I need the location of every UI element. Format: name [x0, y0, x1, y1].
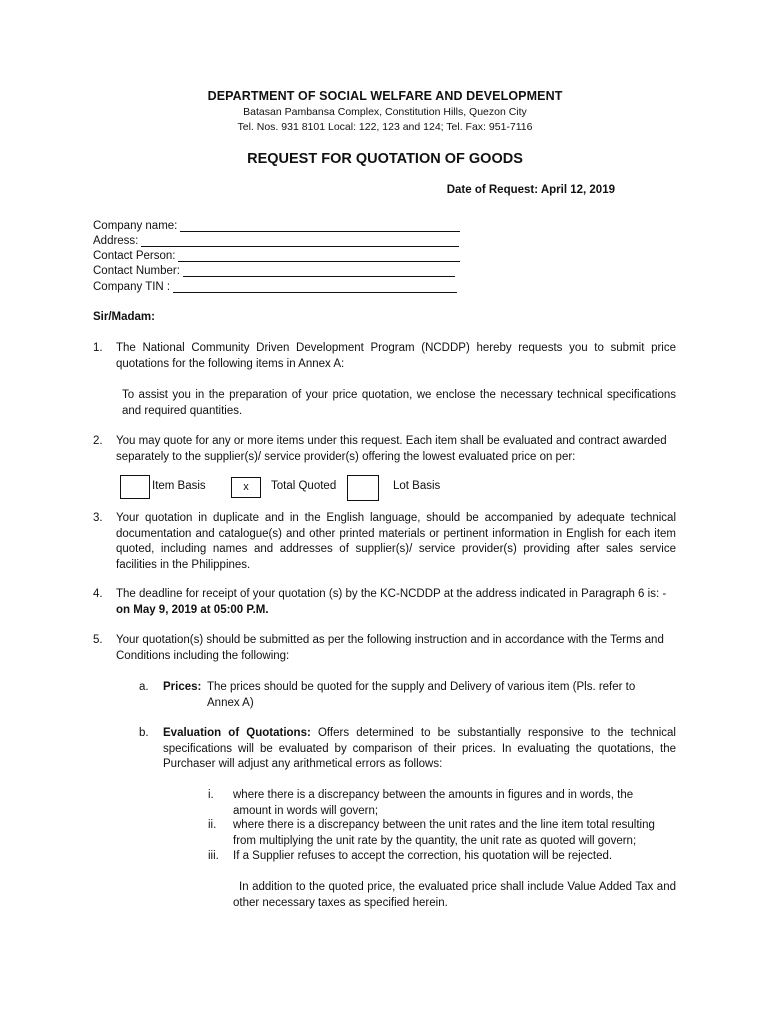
item-basis-checkbox[interactable]: [120, 475, 150, 499]
address-field[interactable]: [93, 232, 459, 247]
lot-basis-label: Lot Basis: [393, 480, 441, 492]
subitem-b-text: Offers determined to be substantially responsive to the technical specifications will be evaluated by comparison of their prices. In evaluating the quotations, the Purchaser will adjust any arithmetical errors as follows:: [163, 727, 676, 770]
company-name-line[interactable]: [180, 220, 460, 232]
address-line[interactable]: [141, 235, 459, 247]
roman-i-text: where there is a discrepancy between the amounts in figures and in words, the amount in words will govern;: [233, 789, 634, 817]
date-of-request: Date of Request: April 12, 2019: [446, 184, 615, 196]
company-name-label: Company name:: [93, 220, 178, 232]
item-3-text: Your quotation in duplicate and in the English language, should be accompanied by adequate technical documentation and catalogue(s) and other printed materials or pertinent information in English for each item quoted, including names and addresses of supplier(s)/ service provider(s) providing after sales service facilities in the Philippines.: [116, 512, 676, 571]
item-basis-label: Item Basis: [152, 480, 206, 492]
subitem-a-text: The prices should be quoted for the supply and Delivery of various item (Pls. refer to Annex A): [207, 681, 636, 709]
item-4-text: The deadline for receipt of your quotation (s) by the KC-NCDDP at the address indicated in Paragraph 6 is: -: [116, 588, 667, 600]
item-2-number: 2.: [93, 435, 103, 447]
roman-i-number: i.: [208, 789, 214, 801]
subitem-b-label: Evaluation of Quotations:: [163, 727, 311, 739]
item-1-subtext: To assist you in the preparation of your price quotation, we enclose the necessary technical specifications and required quantities.: [122, 389, 676, 417]
company-name-field[interactable]: [93, 217, 460, 232]
org-address: Batasan Pambansa Complex, Constitution Hills, Quezon City: [243, 106, 527, 118]
item-5-number: 5.: [93, 634, 103, 646]
company-tin-line[interactable]: [173, 281, 457, 293]
contact-person-label: Contact Person:: [93, 250, 176, 262]
item-2-text: You may quote for any or more items under this request. Each item shall be evaluated and contract awarded separately to the supplier(s)/ service provider(s) offering the lowest evaluated price on per:: [116, 435, 667, 463]
address-label: Address:: [93, 235, 139, 247]
subitem-a-letter: a.: [139, 681, 149, 693]
roman-ii-number: ii.: [208, 819, 217, 831]
item-1-number: 1.: [93, 342, 103, 354]
roman-iii-number: iii.: [208, 850, 219, 862]
total-quoted-label: Total Quoted: [271, 480, 337, 492]
item-4-deadline: on May 9, 2019 at 05:00 P.M.: [116, 604, 269, 616]
contact-number-label: Contact Number:: [93, 265, 180, 277]
item-5-text: Your quotation(s) should be submitted as per the following instruction and in accordance with the Terms and Conditions including the following:: [116, 634, 664, 662]
roman-iii-text: If a Supplier refuses to accept the correction, his quotation will be rejected.: [233, 850, 613, 862]
company-tin-field[interactable]: [93, 278, 457, 293]
org-phones: Tel. Nos. 931 8101 Local: 122, 123 and 124; Tel. Fax: 951-7116: [237, 121, 533, 133]
page-title: REQUEST FOR QUOTATION OF GOODS: [247, 151, 523, 167]
total-quoted-checkbox[interactable]: x: [231, 477, 261, 498]
salutation: Sir/Madam:: [93, 311, 155, 323]
item-3-number: 3.: [93, 512, 103, 524]
roman-ii-text: where there is a discrepancy between the unit rates and the line item total resulting from multiplying the unit rate by the quantity, the unit rate as quoted will govern;: [233, 819, 655, 847]
org-name: DEPARTMENT OF SOCIAL WELFARE AND DEVELOPMENT: [207, 89, 563, 103]
subitem-b-letter: b.: [139, 727, 149, 739]
lot-basis-checkbox[interactable]: [347, 475, 379, 501]
contact-person-line[interactable]: [178, 250, 460, 262]
subitem-b-paragraph: [163, 726, 676, 773]
company-tin-label: Company TIN :: [93, 281, 171, 293]
contact-person-field[interactable]: [93, 247, 460, 262]
item-1-text: The National Community Driven Development Program (NCDDP) hereby requests you to submit price quotations for the following items in Annex A:: [116, 342, 676, 370]
contact-number-field[interactable]: [93, 262, 455, 277]
subitem-a-label: Prices:: [163, 681, 202, 693]
item-4-number: 4.: [93, 588, 103, 600]
contact-number-line[interactable]: [183, 265, 455, 277]
closing-paragraph: In addition to the quoted price, the evaluated price shall include Value Added Tax and other necessary taxes as specified herein.: [233, 881, 676, 909]
